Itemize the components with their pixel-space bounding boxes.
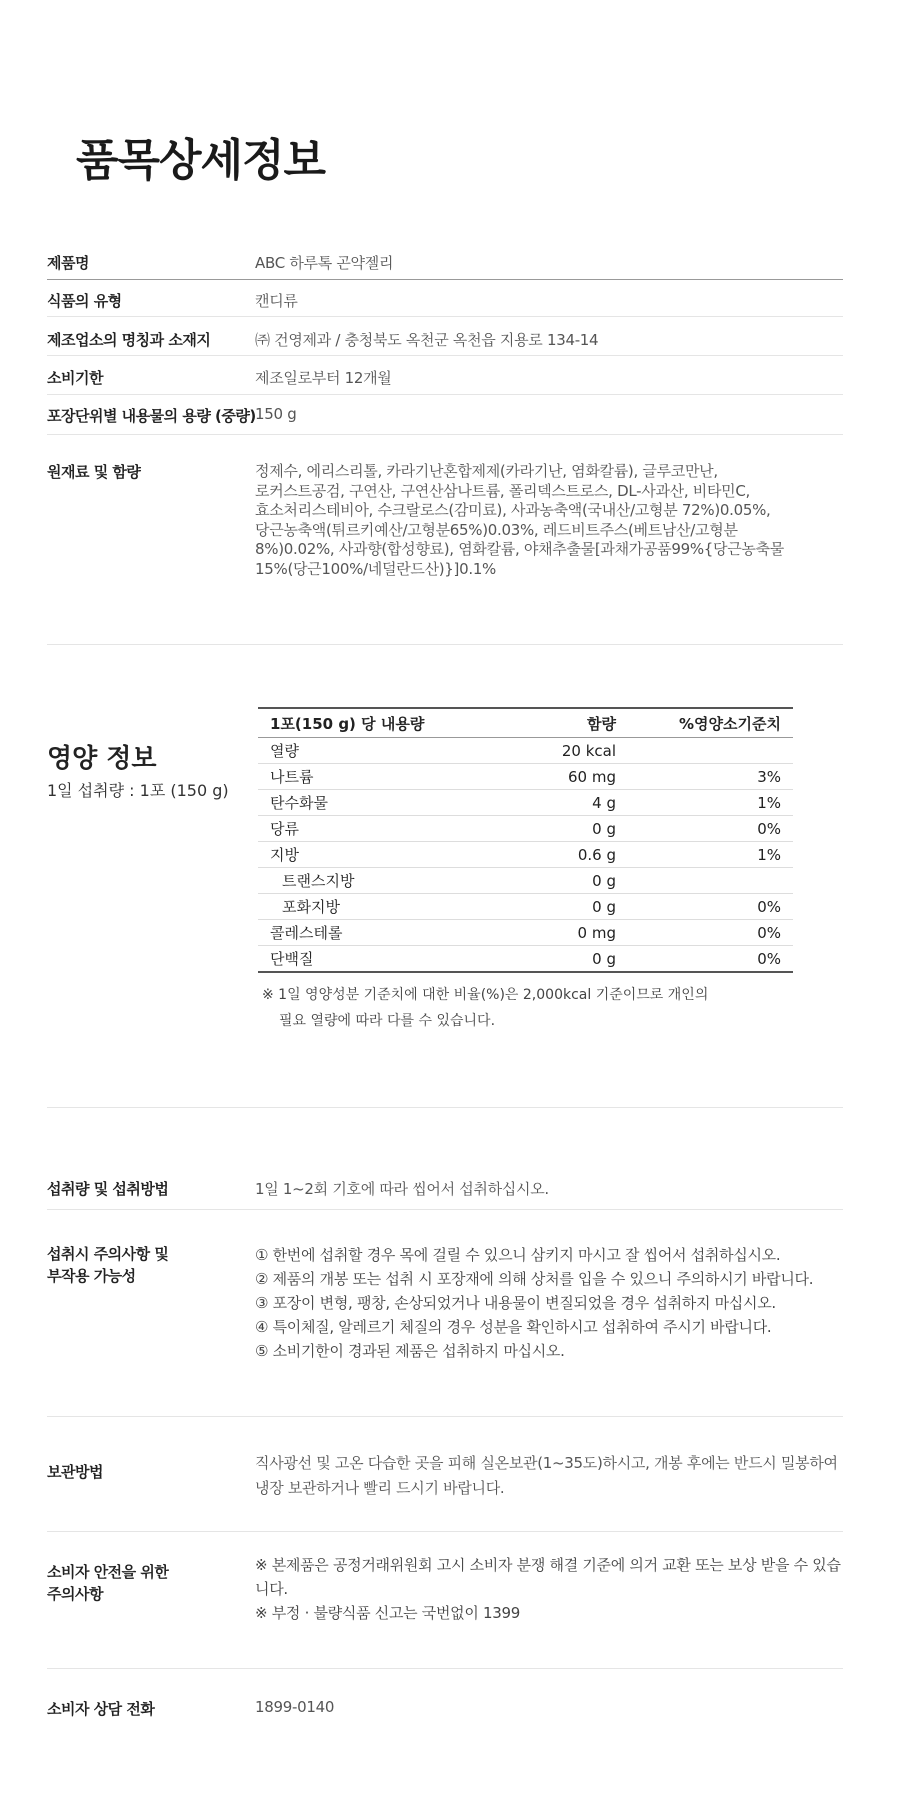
nutrient-name: 포화지방	[258, 894, 474, 920]
nutrient-name: 나트륨	[258, 764, 474, 790]
nutrition-note-line: ※ 1일 영양성분 기준치에 대한 비율(%)은 2,000kcal 기준이므로 개인의	[262, 987, 709, 1003]
storage-line: 직사광선 및 고온 다습한 곳을 피해 실온보관(1~35도)하시고, 개봉 후에는 반드시 밀봉하여	[255, 1454, 838, 1472]
nutrient-amount: 4 g	[474, 790, 628, 816]
info-label: 보관방법	[47, 1463, 103, 1481]
nutrition-row	[258, 868, 793, 894]
divider	[47, 279, 843, 280]
nutrition-header: %영양소기준치	[628, 708, 793, 738]
divider	[47, 394, 843, 395]
divider	[47, 644, 843, 645]
info-value: ㈜ 건영제과 / 충청북도 옥천군 옥천읍 지용로 134-14	[255, 331, 599, 349]
nutrient-amount: 60 mg	[474, 764, 628, 790]
caution-line: ⑤ 소비기한이 경과된 제품은 섭취하지 마십시오.	[255, 1342, 565, 1360]
divider	[47, 434, 843, 435]
info-label: 소비기한	[47, 369, 103, 387]
info-label	[47, 1243, 168, 1287]
nutrition-note	[262, 982, 708, 1034]
nutrient-name: 당류	[258, 816, 474, 842]
nutrient-percent: 1%	[628, 790, 793, 816]
storage-line: 냉장 보관하거나 빨리 드시기 바랍니다.	[255, 1479, 505, 1497]
storage-text	[255, 1451, 855, 1501]
nutrient-amount: 0 g	[474, 868, 628, 894]
info-value: 150 g	[255, 405, 297, 423]
nutrient-name: 트랜스지방	[258, 868, 474, 894]
nutrition-serving: 1일 섭취량 : 1포 (150 g)	[47, 781, 229, 800]
info-label	[47, 1561, 168, 1605]
safety-label-line: 주의사항	[47, 1585, 103, 1603]
nutrient-amount: 0 g	[474, 816, 628, 842]
nutrition-title: 영양 정보	[47, 744, 157, 774]
divider	[47, 1416, 843, 1417]
nutrient-percent: 1%	[628, 842, 793, 868]
info-label: 식품의 유형	[47, 292, 122, 310]
caution-label-line: 부작용 가능성	[47, 1267, 136, 1285]
info-value: 제조일로부터 12개월	[255, 369, 392, 387]
nutrient-amount: 0.6 g	[474, 842, 628, 868]
info-label: 섭취량 및 섭취방법	[47, 1180, 169, 1198]
divider	[47, 1531, 843, 1532]
nutrient-percent: 0%	[628, 894, 793, 920]
info-label: 포장단위별 내용물의 용량 (중량)	[47, 407, 256, 425]
nutrition-row	[258, 816, 793, 842]
safety-line: ※ 본제품은 공정거래위원회 고시 소비자 분쟁 해결 기준에 의거 교환 또는 보상 받을 수 있습니다.	[255, 1556, 841, 1598]
ingredients-text	[255, 462, 845, 580]
nutrient-percent	[628, 738, 793, 764]
page-title: 품목상세정보	[76, 135, 326, 186]
info-label: 제품명	[47, 254, 89, 272]
nutrient-percent	[628, 868, 793, 894]
nutrient-percent: 3%	[628, 764, 793, 790]
nutrient-percent: 0%	[628, 920, 793, 946]
nutrient-name: 단백질	[270, 950, 314, 968]
nutrition-row	[258, 894, 793, 920]
nutrition-note-line: 필요 열량에 따라 다를 수 있습니다.	[279, 1013, 496, 1029]
nutrient-amount: 0 g	[592, 949, 616, 968]
nutrient-percent: 0%	[757, 949, 781, 968]
nutrition-row	[258, 842, 793, 868]
nutrition-row	[258, 946, 793, 973]
info-value: 1일 1~2회 기호에 따라 씹어서 섭취하십시오.	[255, 1180, 549, 1198]
nutrition-table	[258, 707, 793, 973]
info-label: 소비자 상담 전화	[47, 1700, 155, 1718]
nutrition-header-row	[258, 708, 793, 738]
nutrition-row	[258, 764, 793, 790]
nutrient-percent: 0%	[628, 816, 793, 842]
divider	[47, 355, 843, 356]
safety-label-line: 소비자 안전을 위한	[47, 1563, 169, 1581]
info-value: 캔디류	[255, 292, 298, 310]
divider	[47, 1107, 843, 1108]
caution-text	[255, 1243, 845, 1363]
caution-line: ③ 포장이 변형, 팽창, 손상되었거나 내용물이 변질되었을 경우 섭취하지 마십시오.	[255, 1294, 776, 1312]
nutrition-row	[258, 920, 793, 946]
nutrient-amount: 20 kcal	[474, 738, 628, 764]
nutrition-row	[258, 790, 793, 816]
nutrient-name: 지방	[258, 842, 474, 868]
divider	[47, 1668, 843, 1669]
nutrient-name: 열량	[258, 738, 474, 764]
nutrition-row	[258, 738, 793, 764]
caution-label-line: 섭취시 주의사항 및	[47, 1245, 169, 1263]
ingredients-line: 효소처리스테비아, 수크랄로스(감미료), 사과농축액(국내산/고형분 72%)0.05%,	[255, 501, 771, 520]
phone-number: 1899-0140	[255, 1698, 335, 1716]
ingredients-line: 8%)0.02%, 사과향(합성향료), 염화칼륨, 야채추출물[과채가공품99%{당근농축물	[255, 540, 784, 559]
safety-line: ※ 부정 · 불량식품 신고는 국번없이 1399	[255, 1604, 520, 1622]
divider	[47, 1209, 843, 1210]
nutrient-name: 콜레스테롤	[258, 920, 474, 946]
divider	[47, 316, 843, 317]
info-label: 원재료 및 함량	[47, 463, 141, 481]
nutrition-header: 1포(150 g) 당 내용량	[258, 708, 474, 738]
caution-line: ① 한번에 섭취할 경우 목에 걸릴 수 있으니 삼키지 마시고 잘 씹어서 섭취하십시오.	[255, 1246, 781, 1264]
nutrition-header: 함량	[474, 708, 628, 738]
nutrient-amount: 0 g	[474, 894, 628, 920]
caution-line: ② 제품의 개봉 또는 섭취 시 포장재에 의해 상처를 입을 수 있으니 주의하시기 바랍니다.	[255, 1270, 814, 1288]
nutrient-name: 탄수화물	[258, 790, 474, 816]
ingredients-line: 15%(당근100%/네덜란드산)}]0.1%	[255, 559, 497, 578]
ingredients-line: 로커스트공검, 구연산, 구연산삼나트륨, 폴리덱스트로스, DL-사과산, 비타민C,	[255, 481, 750, 500]
caution-line: ④ 특이체질, 알레르기 체질의 경우 성분을 확인하시고 섭취하여 주시기 바랍니다.	[255, 1318, 772, 1336]
info-label: 제조업소의 명칭과 소재지	[47, 331, 211, 349]
safety-text	[255, 1553, 845, 1625]
ingredients-line: 정제수, 에리스리톨, 카라기난혼합제제(카라기난, 염화칼륨), 글루코만난,	[255, 462, 718, 480]
ingredients-line: 당근농축액(튀르키예산/고형분65%)0.03%, 레드비트주스(베트남산/고형분	[255, 520, 738, 539]
info-value: ABC 하루톡 곤약젤리	[255, 254, 394, 272]
nutrient-amount: 0 mg	[474, 920, 628, 946]
